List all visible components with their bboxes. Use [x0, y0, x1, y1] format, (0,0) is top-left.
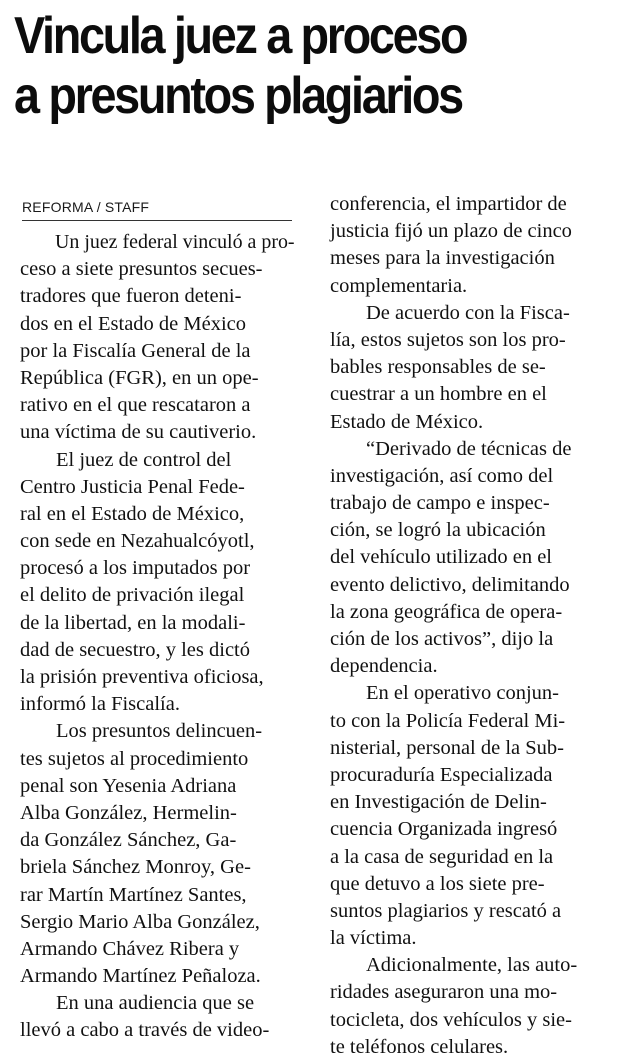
article-line: bables responsables de se- — [330, 356, 546, 379]
article-line: Adicionalmente, las auto- — [366, 954, 578, 977]
article-line: Los presuntos delincuen- — [56, 720, 263, 743]
article-line: briela Sánchez Monroy, Ge- — [20, 856, 251, 879]
article-line: tes sujetos al procedimiento — [20, 747, 249, 770]
byline: REFORMA / STAFF — [22, 198, 292, 221]
article-line: procesó a los imputados por — [20, 557, 251, 580]
article-line: la zona geográfica de opera- — [330, 600, 563, 623]
headline-line-1: Vincula juez a proceso — [14, 7, 467, 65]
article-line: la víctima. — [330, 927, 417, 950]
article-line: suntos plagiarios y rescató a — [330, 899, 562, 922]
article-line: Un juez federal vinculó a pro- — [54, 231, 295, 253]
article-line: evento delictivo, delimitando — [330, 573, 570, 596]
article-line: Centro Justicia Penal Fede- — [20, 475, 245, 498]
article-line: Estado de México. — [330, 410, 484, 433]
article-line: trabajo de campo e inspec- — [330, 492, 550, 515]
article-line: conferencia, el impartidor de — [330, 193, 567, 215]
article-column-right — [330, 191, 605, 1061]
article-line: En el operativo conjun- — [366, 682, 559, 705]
article-line: ción, se logró la ubicación — [330, 519, 546, 542]
article-line: lía, estos sujetos son los pro- — [330, 328, 566, 351]
article-line: ridades aseguraron una mo- — [330, 981, 558, 1004]
article-line: tradores que fueron deteni- — [20, 285, 242, 308]
article-line: En una audiencia que se — [56, 992, 255, 1015]
article-line: del vehículo utilizado en el — [330, 546, 553, 569]
article-line: en Investigación de Delin- — [330, 791, 547, 814]
article-line: República (FGR), en un ope- — [20, 366, 259, 389]
article-line: la prisión preventiva oficiosa, — [20, 666, 264, 688]
article-line: informó la Fiscalía. — [20, 693, 180, 716]
article-line: el delito de privación ilegal — [20, 584, 245, 607]
article-line: que detuvo a los siete pre- — [330, 872, 545, 895]
article-line: rativo en el que rescataron a — [20, 394, 251, 417]
article-line: por la Fiscalía General de la — [20, 339, 251, 362]
article-line: De acuerdo con la Fisca- — [366, 301, 570, 324]
article-line: procuraduría Especializada — [330, 763, 553, 786]
article-line: ción de los activos”, dijo la — [330, 628, 554, 650]
article-line: nisterial, personal de la Sub- — [330, 736, 564, 759]
article-line: to con la Policía Federal Mi- — [330, 709, 566, 732]
article-line: Armando Martínez Peñaloza. — [20, 965, 261, 988]
article-line: meses para la investigación — [330, 247, 555, 270]
article-line: Sergio Mario Alba González, — [20, 910, 260, 933]
article-line: El juez de control del — [56, 448, 232, 471]
article-line: ral en el Estado de México, — [20, 502, 245, 525]
article-line: da González Sánchez, Ga- — [20, 829, 237, 852]
headline — [14, 6, 565, 126]
article-line: tocicleta, dos vehículos y sie- — [330, 1008, 572, 1031]
article-line: dos en el Estado de México — [20, 312, 247, 335]
article-line: complementaria. — [330, 274, 468, 297]
article-line: Alba González, Hermelin- — [20, 801, 237, 824]
article-line: ceso a siete presuntos secues- — [20, 258, 263, 281]
article-line: rar Martín Martínez Santes, — [20, 883, 247, 906]
article-line: cuencia Organizada ingresó — [330, 818, 558, 841]
article-line: dependencia. — [330, 655, 438, 678]
article-line: te teléfonos celulares. — [330, 1035, 509, 1058]
article-column-left — [20, 229, 294, 1045]
article-line: Armando Chávez Ribera y — [20, 937, 240, 960]
article-line: investigación, así como del — [330, 464, 554, 487]
article-line: con sede en Nezahualcóyotl, — [20, 530, 255, 553]
article-line: una víctima de su cautiverio. — [20, 421, 257, 444]
article-line: a la casa de seguridad en la — [330, 845, 554, 868]
article-line: dad de secuestro, y les dictó — [20, 638, 250, 661]
article-line: “Derivado de técnicas de — [366, 437, 572, 460]
article-line: penal son Yesenia Adriana — [20, 774, 237, 797]
article-line: de la libertad, en la modali- — [20, 611, 246, 634]
headline-line-2: a presuntos plagiarios — [14, 67, 462, 125]
article-line: justicia fijó un plazo de cinco — [330, 220, 572, 243]
article-line: llevó a cabo a través de video- — [20, 1019, 270, 1042]
article-line: cuestrar a un hombre en el — [330, 383, 547, 406]
